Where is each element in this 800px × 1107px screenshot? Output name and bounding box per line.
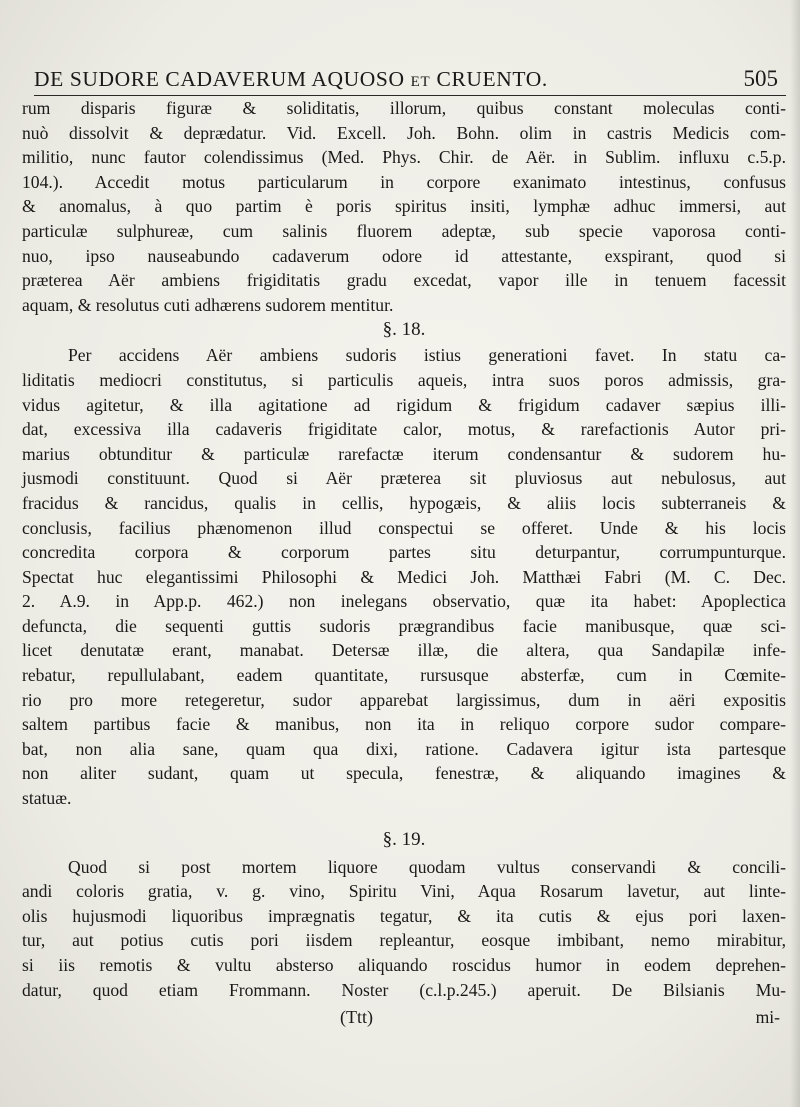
section-heading-18: §. 18. (382, 319, 426, 341)
text-line: præterea Aër ambiens frigiditatis gradu excedat, vapor ille in tenuem facessit (22, 270, 786, 291)
page-body (22, 96, 786, 1002)
text-line: rum disparis figuræ & soliditatis, illorum, quibus constant moleculas conti- (22, 98, 786, 118)
text-line: si iis remotis & vultu absterso aliquando roscidus humor in eodem deprehen- (22, 955, 786, 975)
text-line: marius obtunditur & particulæ rarefactæ iterum condensantur & sudorem hu- (22, 443, 786, 464)
text-line: datur, quod etiam Frommann. Noster (c.l.p.245.) aperuit. De Bilsianis Mu- (22, 979, 786, 1000)
text-line: nuo, ipso nauseabundo cadaverum odore id attestante, exspirant, quod si (22, 245, 786, 266)
text-line: fracidus & rancidus, qualis in cellis, hypogæis, & aliis locis subterraneis & (22, 492, 786, 513)
text-line: saltem partibus facie & manibus, non ita in reliquo corpore sudor compare- (22, 714, 786, 735)
text-line: Spectat huc elegantissimi Philosophi & Medici Joh. Matthæi Fabri (M. C. Dec. (22, 566, 786, 587)
signature-mark: (Ttt) (340, 1007, 373, 1027)
text-line: tur, aut potius cutis pori iisdem repleantur, eosque imbibant, nemo mirabitur, (22, 930, 786, 951)
text-line: olis hujusmodi liquoribus imprægnatis tegatur, & ita cutis & ejus pori laxen- (22, 905, 786, 926)
page-number: 505 (743, 66, 778, 91)
section-heading-19: §. 19. (382, 828, 426, 850)
page-footer (22, 1007, 786, 1028)
page-header (34, 52, 786, 96)
text-line: conclusis, facilius phænomenon illud conspectui se offeret. Unde & his locis (22, 517, 786, 538)
text-line: rebatur, repullulabant, eadem quantitate, rursusque absterfæ, cum in Cœmite- (22, 665, 786, 686)
text-line: concredita corpora & corporum partes situ deturpantur, corrumpunturque. (22, 542, 786, 563)
running-head-part-2: CRUENTO. (436, 67, 548, 91)
paragraph-1 (22, 96, 786, 317)
text-line: Quod si post mortem liquore quodam vultus conservandi & concili- (68, 856, 786, 877)
text-line: particulæ sulphureæ, cum salinis fluorem adeptæ, sub specie vaporosa conti- (22, 220, 786, 241)
text-line: rio pro more retegeretur, sudor apparebat largissimus, dum in aëri expositis (22, 689, 786, 710)
text-line: non aliter sudant, quam ut specula, fenestræ, & aliquando imagines & (22, 763, 786, 784)
text-line: 2. A.9. in App.p. 462.) non inelegans observatio, quæ ita habet: Apoplectica (22, 591, 786, 612)
text-line: jusmodi constituunt. Quod si Aër præterea sit pluviosus aut nebulosus, aut (22, 468, 786, 489)
text-line: bat, non alia sane, quam qua dixi, ratione. Cadavera igitur ista partesque (22, 738, 786, 759)
text-line: 104.). Accedit motus particularum in corpore exanimato intestinus, confusus (22, 171, 786, 192)
paragraph-2 (22, 343, 786, 810)
text-line: statuæ. (22, 788, 72, 809)
text-line: liditatis mediocri constitutus, si particulis aqueis, intra suos poros admissis, gra- (22, 369, 786, 390)
running-head (34, 67, 548, 92)
text-line: Per accidens Aër ambiens sudoris istius generationi favet. In statu ca- (68, 345, 786, 366)
running-head-conjunction: ET (410, 74, 431, 90)
running-head-part-1: DE SUDORE CADAVERUM AQUOSO (34, 67, 405, 91)
text-line: aquam, & resolutus cuti adhærens sudorem mentitur. (22, 294, 394, 315)
catchword: mi- (755, 1007, 780, 1027)
text-line: licet denutatæ erant, manabat. Detersæ illæ, die altera, qua Sandapilæ infe- (22, 640, 786, 661)
text-line: nuò dissolvit & deprædatur. Vid. Excell. Joh. Bohn. olim in castris Medicis com- (22, 122, 786, 143)
text-line: defuncta, die sequenti guttis sudoris prægrandibus facie manibusque, quæ sci- (22, 615, 786, 636)
text-line: dat, excessiva illa cadaveris frigiditate calor, motus, & rarefactionis Autor pri- (22, 419, 786, 440)
text-line: andi coloris gratia, v. g. vino, Spiritu Vini, Aqua Rosarum lavetur, aut linte- (22, 881, 786, 902)
paragraph-3 (22, 855, 786, 1003)
text-line: militio, nunc fautor colendissimus (Med. Phys. Chir. de Aër. in Sublim. influxu c.5.p. (22, 147, 786, 168)
page-edge-shadow (790, 0, 800, 1107)
text-line: & anomalus, à quo partim è poris spiritus insiti, lymphæ adhuc immersi, aut (22, 196, 786, 217)
text-line: vidus agitetur, & illa agitatione ad rigidum & frigidum cadaver sæpius illi- (22, 394, 786, 415)
